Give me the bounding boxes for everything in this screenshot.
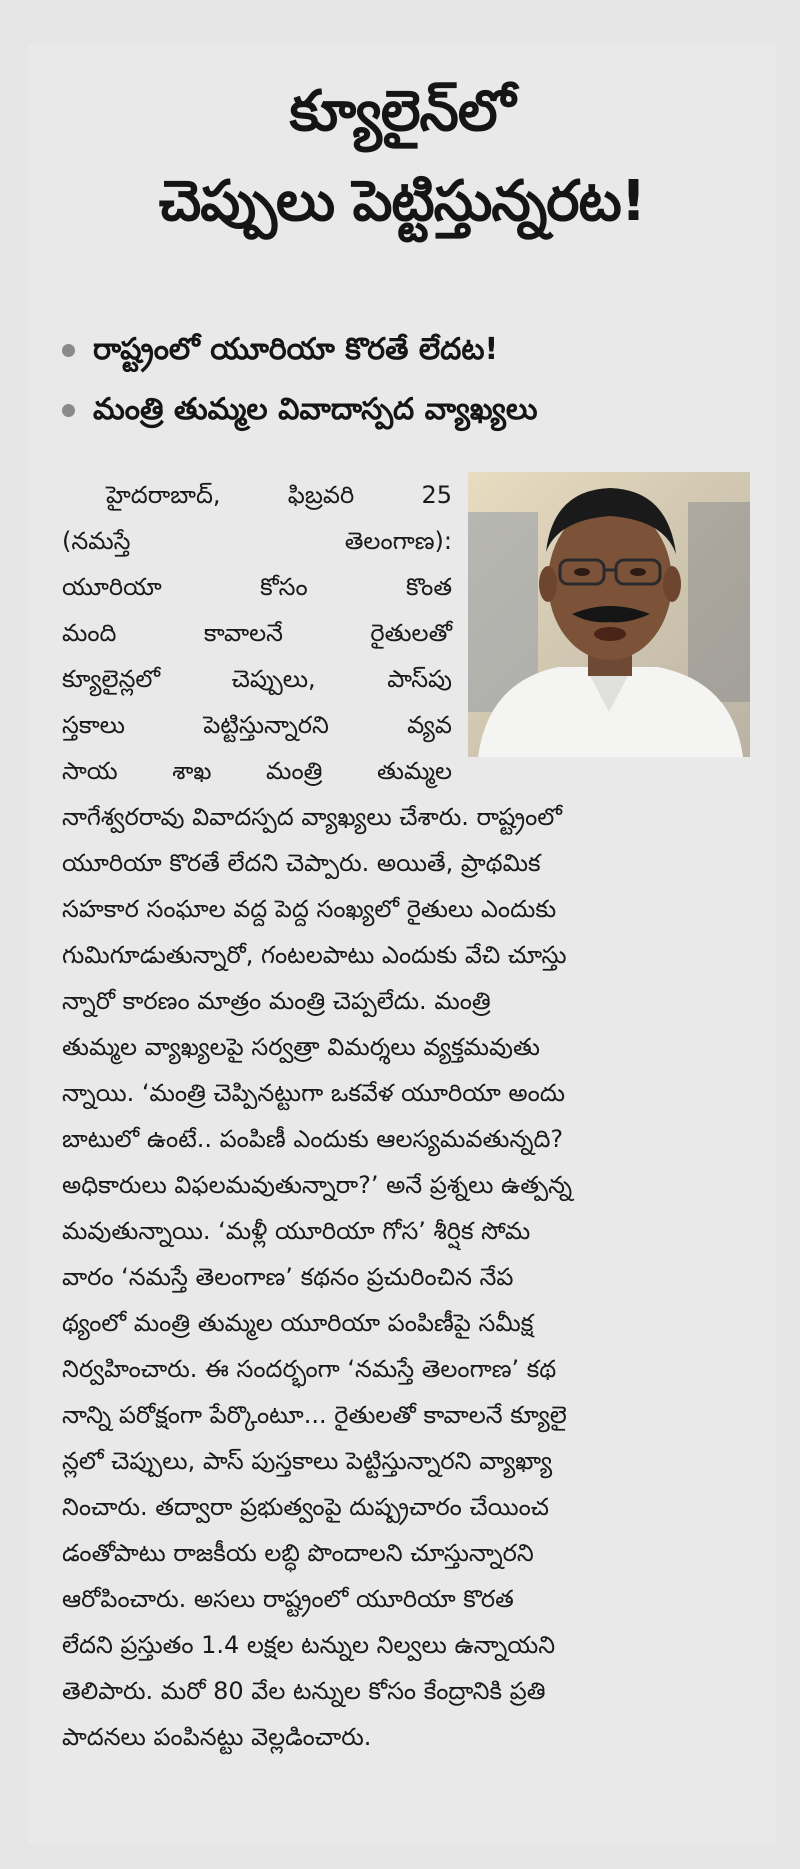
headline-line-1: క్యూలైన్‌లో	[289, 79, 515, 144]
highlight-item	[62, 320, 762, 380]
article-body-text	[62, 794, 752, 1760]
highlight-text: రాష్ట్రంలో యూరియా కొరతే లేదట!	[93, 332, 499, 367]
bullet-dot-icon	[62, 404, 75, 417]
article-column-text	[62, 472, 452, 794]
article-line: థ్యంలో మంత్రి తుమ్మల యూరియా పంపిణీపై సమీక్ష	[62, 1309, 534, 1337]
highlight-text: మంత్రి తుమ్మల వివాదాస్పద వ్యాఖ్యలు	[93, 392, 538, 427]
article-line: న్లలో చెప్పులు, పాస్ పుస్తకాలు పెట్టిస్తున్నారని వ్యాఖ్యా	[62, 1447, 553, 1475]
highlight-item	[62, 380, 762, 440]
news-clipping	[28, 44, 776, 1844]
article-line: నాన్ని పరోక్షంగా పేర్కొంటూ... రైతులతో కావాలనే క్యూలై	[62, 1401, 567, 1429]
article-line: యూరియా కోసం కొంత	[62, 573, 452, 601]
article-line: యూరియా కొరతే లేదని చెప్పారు. అయితే, ప్రాథమిక	[62, 849, 541, 877]
article-line: ఆరోపించారు. అసలు రాష్ట్రంలో యూరియా కొరత	[62, 1585, 514, 1613]
article-line: నిర్వహించారు. ఈ సందర్భంగా ‘నమస్తే తెలంగాణ’ కథ	[62, 1355, 557, 1383]
article-line: క్యూలైన్లలో చెప్పులు, పాస్‌పు	[62, 665, 452, 693]
article-line: అధికారులు విఫలమవుతున్నారా?’ అనే ప్రశ్నలు ఉత్పన్న	[62, 1171, 573, 1199]
article-line: సాయ శాఖ మంత్రి తుమ్మల	[62, 757, 452, 785]
article-line: బాటులో ఉంటే.. పంపిణీ ఎందుకు ఆలస్యమవతున్నది?	[62, 1125, 564, 1153]
article-line: న్నాయి. ‘మంత్రి చెప్పినట్టుగా ఒకవేళ యూరియా అందు	[62, 1079, 566, 1107]
article-line: న్నారో కారణం మాత్రం మంత్రి చెప్పలేదు. మంత్రి	[62, 987, 491, 1015]
minister-photo	[468, 472, 750, 757]
article-line: పాదనలు పంపినట్టు వెల్లడించారు.	[62, 1723, 372, 1751]
article-line: సహకార సంఘాల వద్ద పెద్ద సంఖ్యలో రైతులు ఎందుకు	[62, 895, 557, 923]
bullet-dot-icon	[62, 344, 75, 357]
article-line: వారం ‘నమస్తే తెలంగాణ’ కథనం ప్రచురించిన నేప	[62, 1263, 514, 1291]
article-line: నించారు. తద్వారా ప్రభుత్వంపై దుష్ప్రచారం చేయించ	[62, 1493, 549, 1521]
article-line: హైదరాబాద్, ఫిబ్రవరి 25	[106, 481, 452, 509]
article-line: తెలిపారు. మరో 80 వేల టన్నుల కోసం కేంద్రానికి ప్రతి	[62, 1677, 546, 1705]
article-line: స్తకాలు పెట్టిస్తున్నారని వ్యవ	[62, 711, 452, 739]
headline-line-2: చెప్పులు పెట్టిస్తున్నరట!	[158, 169, 646, 234]
article-line: డంతోపాటు రాజకీయ లబ్ధి పొందాలని చూస్తున్నారని	[62, 1539, 534, 1567]
article-line: (నమస్తే తెలంగాణ):	[62, 527, 452, 555]
highlights-list	[62, 320, 762, 440]
article-line: మంది కావాలనే రైతులతో	[62, 619, 452, 647]
article-line: మవుతున్నాయి. ‘మళ్లీ యూరియా గోస’ శీర్షిక సోమ	[62, 1217, 531, 1245]
article-line: లేదని ప్రస్తుతం 1.4 లక్షల టన్నుల నిల్వలు ఉన్నాయని	[62, 1631, 556, 1659]
article-line: గుమిగూడుతున్నారో, గంటలపాటు ఎందుకు వేచి చూస్తు	[62, 941, 567, 969]
article-line: నాగేశ్వరరావు వివాదస్పద వ్యాఖ్యలు చేశారు. రాష్ట్రంలో	[62, 803, 562, 831]
article-line: తుమ్మల వ్యాఖ్యలపై సర్వత్రా విమర్శలు వ్యక్తమవుతు	[62, 1033, 540, 1061]
portrait-image	[468, 472, 750, 757]
